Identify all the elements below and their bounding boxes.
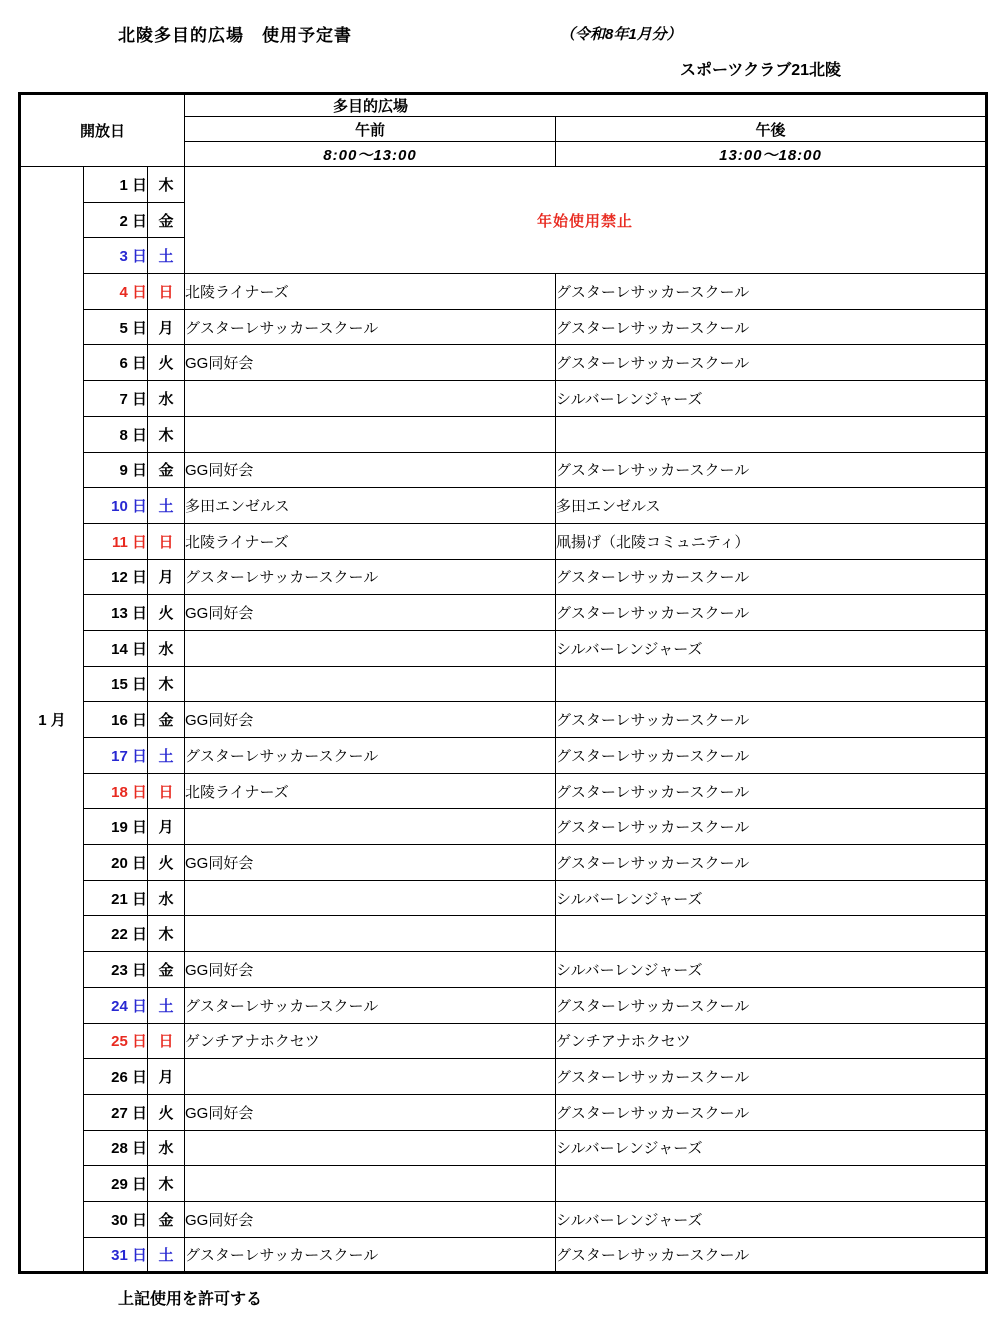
am-cell: 北陵ライナーズ bbox=[185, 274, 556, 310]
day-cell: 25 日 bbox=[84, 1023, 148, 1059]
weekday-cell: 土 bbox=[148, 987, 185, 1023]
weekday-cell: 火 bbox=[148, 845, 185, 881]
schedule-row bbox=[20, 381, 987, 417]
am-time-header: 8:00～13:00 bbox=[185, 142, 556, 167]
schedule-row bbox=[20, 452, 987, 488]
weekday-cell: 土 bbox=[148, 1237, 185, 1273]
pm-cell: シルバーレンジャーズ bbox=[556, 1130, 987, 1166]
day-cell: 31 日 bbox=[84, 1237, 148, 1273]
day-cell: 22 日 bbox=[84, 916, 148, 952]
schedule-row bbox=[20, 845, 987, 881]
am-cell: グスターレサッカースクール bbox=[185, 738, 556, 774]
period-label: （令和8年1月分） bbox=[560, 26, 682, 43]
schedule-row bbox=[20, 738, 987, 774]
weekday-cell: 水 bbox=[148, 381, 185, 417]
day-cell: 9 日 bbox=[84, 452, 148, 488]
am-cell: グスターレサッカースクール bbox=[185, 987, 556, 1023]
schedule-row bbox=[20, 559, 987, 595]
weekday-cell: 金 bbox=[148, 1201, 185, 1237]
weekday-cell: 金 bbox=[148, 702, 185, 738]
pm-cell: シルバーレンジャーズ bbox=[556, 381, 987, 417]
day-cell: 19 日 bbox=[84, 809, 148, 845]
am-cell: ゲンチアナホクセツ bbox=[185, 1023, 556, 1059]
pm-cell: 多田エンゼルス bbox=[556, 488, 987, 524]
am-cell bbox=[185, 809, 556, 845]
month-cell: 1 月 bbox=[20, 167, 84, 1273]
schedule-row bbox=[20, 309, 987, 345]
weekday-cell: 火 bbox=[148, 1094, 185, 1130]
day-cell: 6 日 bbox=[84, 345, 148, 381]
schedule-row bbox=[20, 523, 987, 559]
weekday-cell: 木 bbox=[148, 666, 185, 702]
weekday-cell: 火 bbox=[148, 345, 185, 381]
day-cell: 15 日 bbox=[84, 666, 148, 702]
weekday-cell: 土 bbox=[148, 738, 185, 774]
pm-cell: グスターレサッカースクール bbox=[556, 345, 987, 381]
am-cell bbox=[185, 416, 556, 452]
weekday-cell: 木 bbox=[148, 916, 185, 952]
pm-cell bbox=[556, 416, 987, 452]
am-cell: 北陵ライナーズ bbox=[185, 523, 556, 559]
weekday-cell: 月 bbox=[148, 809, 185, 845]
schedule-row bbox=[20, 702, 987, 738]
day-cell: 8 日 bbox=[84, 416, 148, 452]
schedule-row bbox=[20, 880, 987, 916]
am-cell: GG同好会 bbox=[185, 1094, 556, 1130]
day-cell: 20 日 bbox=[84, 845, 148, 881]
pm-cell: グスターレサッカースクール bbox=[556, 809, 987, 845]
am-cell: GG同好会 bbox=[185, 702, 556, 738]
schedule-row bbox=[20, 1237, 987, 1273]
weekday-cell: 火 bbox=[148, 595, 185, 631]
weekday-cell: 日 bbox=[148, 773, 185, 809]
am-cell: GG同好会 bbox=[185, 595, 556, 631]
pm-cell: グスターレサッカースクール bbox=[556, 987, 987, 1023]
schedule-row bbox=[20, 630, 987, 666]
pm-header: 午後 bbox=[556, 117, 987, 142]
day-cell: 10 日 bbox=[84, 488, 148, 524]
am-cell: GG同好会 bbox=[185, 452, 556, 488]
day-cell: 2 日 bbox=[84, 202, 148, 238]
schedule-row bbox=[20, 595, 987, 631]
weekday-cell: 水 bbox=[148, 1130, 185, 1166]
pm-cell: グスターレサッカースクール bbox=[556, 1237, 987, 1273]
weekday-cell: 月 bbox=[148, 1059, 185, 1095]
day-cell: 23 日 bbox=[84, 952, 148, 988]
new-year-notice-cell: 年始使用禁止 bbox=[185, 167, 987, 274]
am-cell: GG同好会 bbox=[185, 345, 556, 381]
facility-header-row bbox=[20, 94, 987, 117]
schedule-row bbox=[20, 987, 987, 1023]
schedule-row bbox=[20, 416, 987, 452]
schedule-row bbox=[20, 345, 987, 381]
am-cell: グスターレサッカースクール bbox=[185, 309, 556, 345]
day-cell: 30 日 bbox=[84, 1201, 148, 1237]
pm-cell: シルバーレンジャーズ bbox=[556, 1201, 987, 1237]
pm-cell: ゲンチアナホクセツ bbox=[556, 1023, 987, 1059]
weekday-cell: 月 bbox=[148, 309, 185, 345]
schedule-row bbox=[20, 809, 987, 845]
schedule-row bbox=[20, 1094, 987, 1130]
document-title: 北陵多目的広場 使用予定書 bbox=[118, 26, 352, 45]
day-cell: 26 日 bbox=[84, 1059, 148, 1095]
schedule-row bbox=[20, 274, 987, 310]
pm-cell: グスターレサッカースクール bbox=[556, 1094, 987, 1130]
pm-cell: シルバーレンジャーズ bbox=[556, 630, 987, 666]
pm-cell: グスターレサッカースクール bbox=[556, 274, 987, 310]
weekday-cell: 水 bbox=[148, 880, 185, 916]
day-cell: 12 日 bbox=[84, 559, 148, 595]
am-cell: グスターレサッカースクール bbox=[185, 1237, 556, 1273]
schedule-row bbox=[20, 1130, 987, 1166]
pm-cell bbox=[556, 916, 987, 952]
pm-cell: 凧揚げ（北陵コミュニティ） bbox=[556, 523, 987, 559]
weekday-cell: 水 bbox=[148, 630, 185, 666]
pm-cell: グスターレサッカースクール bbox=[556, 309, 987, 345]
weekday-cell: 日 bbox=[148, 523, 185, 559]
weekday-cell: 木 bbox=[148, 1166, 185, 1202]
am-cell: GG同好会 bbox=[185, 1201, 556, 1237]
day-cell: 28 日 bbox=[84, 1130, 148, 1166]
am-cell bbox=[185, 916, 556, 952]
pm-cell: グスターレサッカースクール bbox=[556, 773, 987, 809]
facility-header-cell bbox=[185, 94, 987, 117]
day-cell: 27 日 bbox=[84, 1094, 148, 1130]
pm-cell: シルバーレンジャーズ bbox=[556, 952, 987, 988]
pm-cell: グスターレサッカースクール bbox=[556, 845, 987, 881]
am-cell bbox=[185, 880, 556, 916]
facility-header-label: 多目的広場 bbox=[332, 98, 408, 115]
pm-cell: グスターレサッカースクール bbox=[556, 738, 987, 774]
pm-cell: グスターレサッカースクール bbox=[556, 702, 987, 738]
organization-name: スポーツクラブ21北陵 bbox=[680, 62, 841, 79]
day-cell: 21 日 bbox=[84, 880, 148, 916]
schedule-row bbox=[20, 952, 987, 988]
pm-cell: グスターレサッカースクール bbox=[556, 1059, 987, 1095]
am-cell bbox=[185, 666, 556, 702]
pm-cell: グスターレサッカースクール bbox=[556, 452, 987, 488]
am-cell: 多田エンゼルス bbox=[185, 488, 556, 524]
day-cell: 29 日 bbox=[84, 1166, 148, 1202]
weekday-cell: 日 bbox=[148, 1023, 185, 1059]
am-cell bbox=[185, 381, 556, 417]
day-cell: 18 日 bbox=[84, 773, 148, 809]
schedule-row bbox=[20, 1059, 987, 1095]
pm-time-header: 13:00～18:00 bbox=[556, 142, 987, 167]
day-cell: 13 日 bbox=[84, 595, 148, 631]
approval-note: 上記使用を許可する bbox=[118, 1291, 263, 1308]
am-cell: GG同好会 bbox=[185, 845, 556, 881]
schedule-header bbox=[20, 94, 987, 167]
day-cell: 17 日 bbox=[84, 738, 148, 774]
weekday-cell: 土 bbox=[148, 488, 185, 524]
am-cell bbox=[185, 1166, 556, 1202]
pm-cell: グスターレサッカースクール bbox=[556, 559, 987, 595]
schedule-row bbox=[20, 488, 987, 524]
pm-cell: シルバーレンジャーズ bbox=[556, 880, 987, 916]
day-cell: 7 日 bbox=[84, 381, 148, 417]
schedule-table bbox=[18, 92, 988, 1274]
am-cell: グスターレサッカースクール bbox=[185, 559, 556, 595]
weekday-cell: 木 bbox=[148, 416, 185, 452]
weekday-cell: 月 bbox=[148, 559, 185, 595]
am-cell: 北陵ライナーズ bbox=[185, 773, 556, 809]
day-cell: 11 日 bbox=[84, 523, 148, 559]
pm-cell: グスターレサッカースクール bbox=[556, 595, 987, 631]
day-cell: 4 日 bbox=[84, 274, 148, 310]
day-cell: 1 日 bbox=[84, 167, 148, 203]
weekday-cell: 日 bbox=[148, 274, 185, 310]
schedule-row bbox=[20, 1023, 987, 1059]
day-cell: 14 日 bbox=[84, 630, 148, 666]
weekday-cell: 金 bbox=[148, 952, 185, 988]
weekday-cell: 金 bbox=[148, 452, 185, 488]
schedule-row bbox=[20, 1166, 987, 1202]
pm-cell bbox=[556, 666, 987, 702]
schedule-body bbox=[20, 167, 987, 1273]
day-cell: 5 日 bbox=[84, 309, 148, 345]
schedule-row bbox=[20, 916, 987, 952]
weekday-cell: 金 bbox=[148, 202, 185, 238]
am-cell bbox=[185, 1059, 556, 1095]
open-day-header: 開放日 bbox=[20, 94, 185, 167]
day-cell: 3 日 bbox=[84, 238, 148, 274]
am-header: 午前 bbox=[185, 117, 556, 142]
weekday-cell: 木 bbox=[148, 167, 185, 203]
day-cell: 16 日 bbox=[84, 702, 148, 738]
am-cell: GG同好会 bbox=[185, 952, 556, 988]
weekday-cell: 土 bbox=[148, 238, 185, 274]
am-cell bbox=[185, 630, 556, 666]
schedule-row bbox=[20, 167, 987, 203]
schedule-row bbox=[20, 1201, 987, 1237]
am-cell bbox=[185, 1130, 556, 1166]
day-cell: 24 日 bbox=[84, 987, 148, 1023]
schedule-row bbox=[20, 666, 987, 702]
schedule-row bbox=[20, 773, 987, 809]
pm-cell bbox=[556, 1166, 987, 1202]
